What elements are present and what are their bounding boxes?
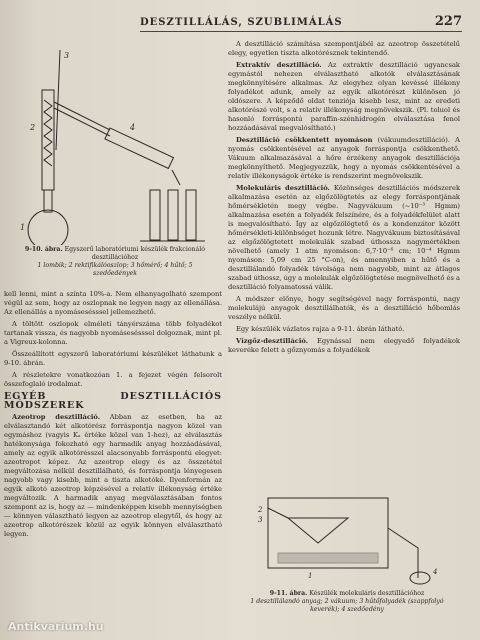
right-paragraph-1-lead: Extraktív desztilláció. — [236, 61, 322, 69]
fig1-label-1: 1 — [20, 223, 26, 232]
watermark: Antikvarium.hu — [8, 620, 104, 633]
rectifying-column — [42, 90, 54, 190]
right-paragraph-2-body: (vákuumdesztilláció). A nyomás csökkentésével az anyagok forráspontja csökkenthető. Vákuum alkalmazásával a hőre érzékeny anyagok desztillációja megkönnyíthető. Megjegyezzük, hogy a nyomás csökkentésével a relatív illékonyságok értéke is rendszerint megnövekszik. — [228, 136, 460, 180]
left-paragraph-5-lead: Azeotrop desztilláció. — [12, 413, 101, 421]
right-paragraph-1 — [228, 61, 460, 133]
figure2-caption — [242, 590, 452, 614]
right-paragraph-2 — [228, 136, 460, 181]
figure2-caption-title: 9-11. ábra. — [269, 590, 308, 597]
column-packing — [44, 100, 52, 166]
condenser — [105, 128, 174, 168]
left-paragraph-5 — [4, 413, 222, 539]
receiver-2 — [168, 190, 178, 240]
figure1-caption-title: 9-10. ábra. — [25, 246, 63, 253]
fig1-label-2: 2 — [30, 123, 36, 132]
right-paragraph-3 — [228, 184, 460, 292]
running-head: DESZTILLÁLÁS, SZUBLIMÁLÁS — [140, 17, 343, 28]
left-paragraph-5-body: Abban az esetben, ha az elválasztandó két alkotórész forráspontja nagyon közel van egymáshoz (vagyis Kₐ értéke közel van 1-hez), az elválasztás hatékonysága fokozható egy harmadik anyag hozzáadásával, amely az egyik alkotórésszel alacsonyabb forráspontú elegyet: azeotropot képez. Az azeotrop elegy és az összetétel megváltozása nélkül desztillálható, és forráspontja lényegesen nagyobb vagy kisebb, mint a tiszta alkotóké. Ilyenformán az egyik alkotó azeotrop képzésével a relatív illékonyság értéke megváltozik. A harmadik anyag megválasztásában fontos szempont az is, hogy az — mindenképpen kisebb mennyiségben — könnyen választható legyen az azeotrop elegytől, és hogy az azeotrop alkotórészek közül az egyik könnyen elválasztható legyen. — [4, 413, 222, 538]
figure-fractional-distillation — [0, 30, 222, 245]
figure1-caption-legend: 1 lombik; 2 rektifikálóoszlop; 3 hőmérő; 4 hűtő; 5 szedőedények — [37, 262, 193, 277]
figure2-caption-legend: 1 desztillálandó anyag; 2 vákuum; 3 hűtőfolyadék (szappfolyó keverék); 4 szedőedény — [250, 598, 444, 613]
right-paragraph-5: Egy készülék vázlatos rajza a 9-11. ábrán látható. — [236, 325, 405, 333]
left-column-text — [4, 290, 222, 630]
fig2-label-2: 2 — [258, 506, 263, 514]
section-title: EGYÉB DESZTILLÁCIÓS MÓDSZEREK — [4, 391, 222, 411]
fig1-label-3: 3 — [64, 51, 70, 60]
page-number: 227 — [434, 14, 462, 29]
fig2-label-4: 4 — [433, 568, 438, 576]
right-column-text — [228, 40, 460, 490]
right-paragraph-2-lead: Desztilláció csökkentett nyomáson — [236, 136, 373, 144]
left-paragraph-4: A részletekre vonatkozóan 1. a fejezet végén felsorolt összefoglaló irodalmat. — [4, 371, 222, 388]
right-paragraph-1-body: Az extraktív desztilláció ugyancsak egymástól nehezen elválasztható alkotók elválasztásának megkönnyítésére alkalmas. Az elegyhez olyan kevéssé illékony folyadékot adunk, amely az egyik alkotórészt különösen jó oldószere. A képződő oldat tenziója kisebb lesz, mint az eredeti alkotórészé volt, s a relatív illékonyság megnövekszik. (Pl. toluol és hasonló forráspontú paraffin-szénhidrogén elválasztása fenol hozzáadásával megvalósítható.) — [228, 61, 460, 132]
figure2-caption-text: Készülék molekuláris desztillációhoz — [309, 590, 425, 597]
right-paragraph-4: A módszer előnye, hogy segítségével nagy forráspontú, nagy molekulájú anyagok desztillálhatók, és a desztilláció hőbomlás veszélye nélkül. — [228, 295, 460, 321]
figure1-caption-text: Egyszerű laboratóriumi készülék frakcionáló desztillációhoz — [64, 246, 205, 261]
right-paragraph-6-lead: Vízgőz-desztilláció. — [236, 337, 309, 345]
figure-molecular-distillation — [248, 478, 448, 588]
left-paragraph-2: A töltött oszlopok elméleti tányérszáma több folyadékot tartanak vissza, és nagyobb nyomásesésssel dolgoznak, mint pl. a Vigreux-kolonna. — [4, 320, 222, 346]
left-paragraph-3: Összeállított egyszerű laboratóriumi készüléket láthatunk a 9-10. ábrán. — [4, 350, 222, 367]
right-paragraph-0: A desztilláció számítása szempontjából az azeotrop összetételű elegy, egyetlen tiszta alkotórésznek tekintendő. — [228, 40, 460, 57]
right-paragraph-6-body: Egynással nem elegyedő folyadékok keveréke felett a gőznyomás a folyadékok — [228, 337, 460, 354]
fig2-label-3: 3 — [258, 516, 263, 524]
receiver-3 — [186, 190, 196, 240]
liquid-pan — [278, 553, 378, 563]
outlet-tube — [388, 528, 418, 578]
left-paragraph-1: kell lenni, mint a színta 10%-a. Nem elhanyagolható szempont végül az sem, hogy az oszlopnak ne legyen nagy az ellenállása. Az ellenállás a nyomásesésssel jellemezhető. — [4, 290, 222, 316]
right-paragraph-3-body: Közönséges desztillációs módszerek alkalmazása esetén az elgőzölögtetés az elegy forráspontjának hőmérsékletén megy végbe. Nagyvákuum (~10⁻³ Hgmm) alkalmazása esetén a folyadék felszínére, és a folyadékfelület alatt is megvalósítható. Így az elgőzölögtető és a kondenzátor között hőmérsékleti-különbséget hozunk létre. Nagyvákuum biztosításával az elgőzölögtetett molekulák szabad úthossza nagymértékben növelhető (amely 1 atm nyomáson: 6,7·10⁻⁶ cm; 10⁻⁴ Hgmm nyomáson: 5,09 cm 25 °C-on), és amennyiben a hűtő és a desztillálandó folyadék távolsága nem nagyobb, mint az átlagos szabad úthossz, úgy a molekulák elgőzölögtetése megnövelhető és a desztilláció folyamatossá válik. — [228, 184, 460, 291]
thermometer — [56, 50, 60, 150]
right-paragraph-6 — [228, 337, 460, 355]
fig1-label-4: 4 — [130, 123, 136, 132]
round-bottom-flask — [28, 210, 68, 245]
receiver-1 — [150, 190, 160, 240]
right-paragraph-3-lead: Molekuláris desztilláció. — [236, 184, 330, 192]
figure1-caption — [15, 246, 215, 278]
condenser-cone — [288, 518, 348, 543]
fig2-label-1: 1 — [308, 572, 313, 580]
receiver-flask — [410, 572, 430, 584]
